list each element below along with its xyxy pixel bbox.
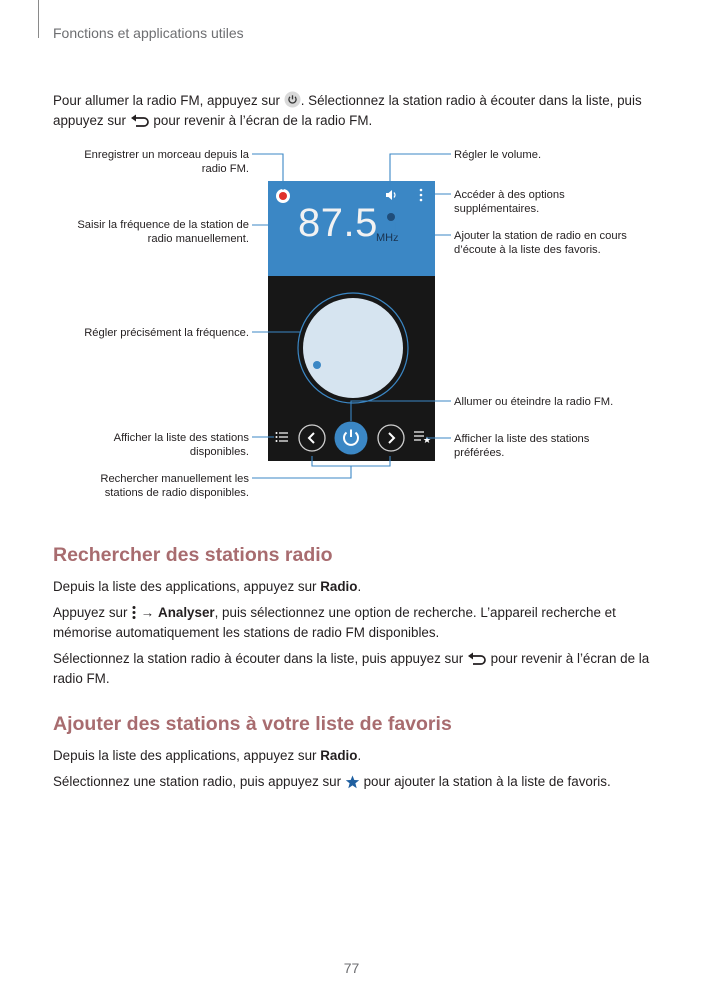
section2-p1-end: . [357, 748, 362, 763]
frequency-display[interactable]: 87.5 [298, 201, 378, 245]
callout-manual-search-line2: stations de radio disponibles. [104, 487, 249, 499]
section2-p1-bold: Radio [320, 748, 358, 763]
callout-manual-search [60, 472, 249, 500]
callout-station-list [60, 431, 249, 459]
callout-manual-frequency-line2: radio manuellement. [147, 233, 249, 245]
callout-station-list-line1: Afficher la liste des stations [113, 432, 249, 444]
callout-volume-line1: Régler le volume. [454, 149, 542, 161]
section2-para1 [53, 746, 653, 766]
callout-volume [454, 148, 654, 162]
section-title-favorites: Ajouter des stations à votre liste de favoris [53, 713, 452, 735]
section1-p2-bold: Analyser [158, 605, 215, 620]
section-title-search: Rechercher des stations radio [53, 544, 333, 566]
callout-add-favorite-line2: d’écoute à la liste des favoris. [454, 244, 601, 256]
section2-para2 [53, 772, 653, 795]
callout-add-favorite [454, 229, 654, 257]
section1-para2-line2: mémorise automatiquement les stations de radio FM disponibles. [53, 625, 440, 640]
intro-text-1a: Pour allumer la radio FM, appuyez sur [53, 93, 280, 108]
frequency-unit: MHz [376, 232, 399, 244]
callout-power [454, 395, 654, 409]
intro-text-2a: appuyez sur [53, 113, 126, 128]
section1-p2-arrow: → [140, 605, 155, 620]
section1-p3-rest: pour revenir à l’écran de la [490, 651, 650, 666]
callout-options-line1: Accéder à des options [454, 189, 565, 201]
callout-favorites-list [454, 432, 654, 460]
section1-p3-text: Sélectionnez la station radio à écouter dans la liste, puis appuyez sur [53, 651, 464, 666]
callout-manual-search-line1: Rechercher manuellement les [100, 473, 249, 485]
callout-power-line1: Allumer ou éteindre la radio FM. [454, 396, 614, 408]
section1-p2-rest: , puis sélectionnez une option de recherche. L’appareil recherche et [214, 605, 616, 620]
section1-p2-text: Appuyez sur [53, 605, 128, 620]
section1-p1-bold: Radio [320, 579, 358, 594]
section1-para3-line2: radio FM. [53, 671, 110, 686]
callout-favorites-list-line2: préférées. [454, 447, 505, 459]
section1-p1-text: Depuis la liste des applications, appuyez sur [53, 579, 317, 594]
page-number: 77 [343, 960, 360, 976]
intro-text-2b: pour revenir à l’écran de la radio FM. [153, 113, 373, 128]
intro-text-1b: . Sélectionnez la station radio à écouter dans la liste, puis [300, 93, 642, 108]
callout-options-line2: supplémentaires. [454, 203, 540, 215]
section2-p2-rest: pour ajouter la station à la liste de favoris. [363, 774, 611, 789]
section1-para1 [53, 577, 653, 597]
callout-record-line2: radio FM. [201, 163, 249, 175]
callout-manual-frequency-line1: Saisir la fréquence de la station de [77, 219, 249, 231]
section2-p1-text: Depuis la liste des applications, appuyez sur [53, 748, 317, 763]
callout-manual-frequency [60, 218, 249, 246]
callout-fine-tune [40, 326, 249, 340]
star-icon [345, 775, 360, 795]
callout-record [60, 148, 249, 176]
callout-add-favorite-line1: Ajouter la station de radio en cours [454, 230, 627, 242]
callout-record-line1: Enregistrer un morceau depuis la [84, 149, 249, 161]
section-header: Fonctions et applications utiles [53, 25, 244, 41]
callout-fine-tune-line1: Régler précisément la fréquence. [84, 327, 249, 339]
callout-options [454, 188, 654, 216]
section1-p1-end: . [357, 579, 362, 594]
callout-favorites-list-line1: Afficher la liste des stations [454, 433, 590, 445]
callout-station-list-line2: disponibles. [189, 446, 249, 458]
section2-p2-text: Sélectionnez une station radio, puis appuyez sur [53, 774, 342, 789]
